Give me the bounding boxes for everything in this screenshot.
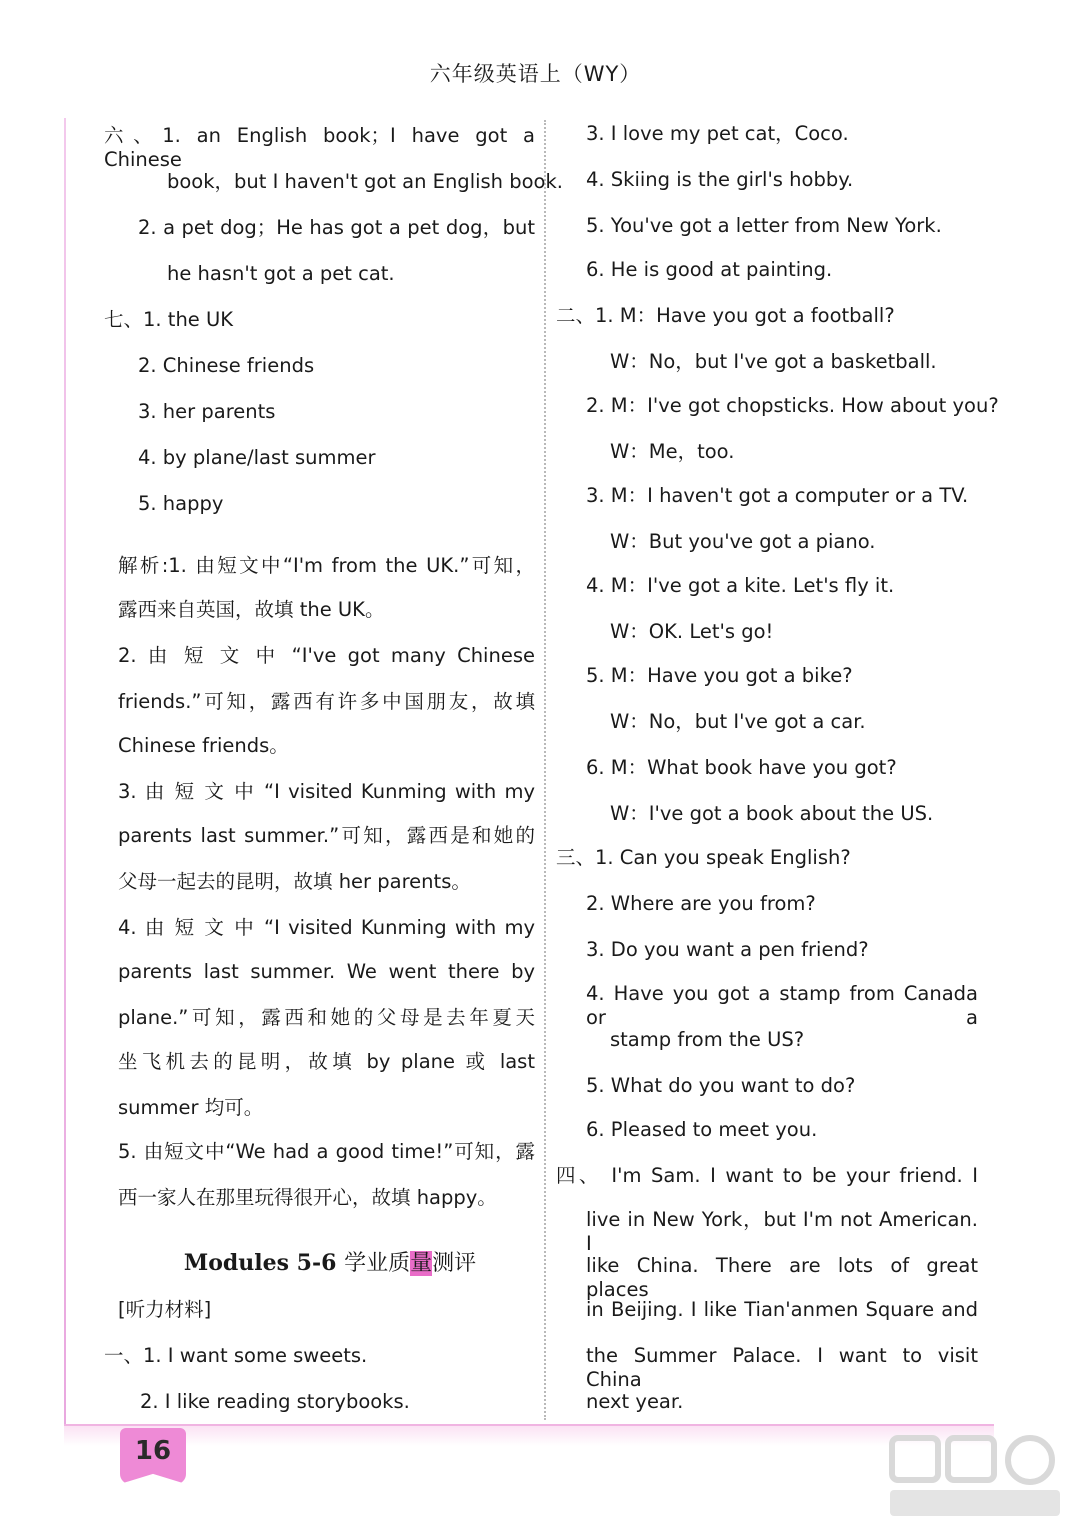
right-line: W：No，but I've got a car. (610, 710, 866, 733)
right-line: the Summer Palace. I want to visit China (586, 1344, 978, 1391)
left-line: 父母一起去的昆明，故填 her parents。 (118, 870, 471, 893)
page-header: 六年级英语上（WY） (429, 62, 642, 86)
right-line: W：I've got a book about the US. (610, 802, 934, 825)
right-line: 6. M：What book have you got? (586, 756, 897, 779)
right-line: 6. He is good at painting. (586, 258, 833, 281)
left-line: 3. her parents (138, 400, 276, 423)
section-title-cn-part: 学业质 (344, 1251, 411, 1276)
left-line: he hasn't got a pet cat. (167, 262, 395, 285)
right-line: like China. There are lots of great places (586, 1254, 978, 1301)
left-line: summer 均可。 (118, 1096, 264, 1119)
left-line: 露西来自英国，故填 the UK。 (118, 598, 385, 621)
right-line: 6. Pleased to meet you. (586, 1118, 818, 1141)
right-line: 二、1. M：Have you got a football? (556, 304, 895, 327)
right-line: W：But you've got a piano. (610, 530, 876, 553)
right-line: stamp from the US? (610, 1028, 805, 1051)
left-line: 解析:1. 由短文中“I'm from the UK.”可知， (118, 554, 535, 577)
left-line: book，but I haven't got an English book. (167, 170, 563, 193)
left-line: Chinese friends。 (118, 734, 289, 757)
right-line: 3. M：I haven't got a computer or a TV. (586, 484, 969, 507)
right-line: W：No，but I've got a basketball. (610, 350, 937, 373)
right-line: 4. M：I've got a kite. Let's fly it. (586, 574, 895, 597)
watermark-logo (880, 1430, 1070, 1530)
right-line: 5. What do you want to do? (586, 1074, 856, 1097)
left-line: 西一家人在那里玩得很开心，故填 happy。 (118, 1186, 497, 1209)
section-title-cn (344, 1251, 476, 1276)
left-margin-border (64, 118, 66, 1438)
right-line: 5. You've got a letter from New York. (586, 214, 942, 237)
left-bottom-line: 一、1. I want some sweets. (104, 1344, 368, 1367)
left-line: 4. by plane/last summer (138, 446, 376, 469)
right-line: 4. Skiing is the girl's hobby. (586, 168, 854, 191)
left-line: 六、1. an English book；I have got a Chinese (104, 124, 535, 171)
listening-label: [听力材料] (118, 1298, 212, 1321)
right-line: 四、 I'm Sam. I want to be your friend. I (556, 1164, 978, 1187)
left-line: friends.”可知，露西有许多中国朋友，故填 (118, 690, 535, 713)
column-divider (544, 120, 546, 1420)
right-line: live in New York，but I'm not American. I (586, 1208, 978, 1255)
left-line: parents last summer. We went there by (118, 960, 535, 983)
section-title-cn-part: 测评 (432, 1251, 477, 1276)
left-line: 2. 由 短 文 中 “I've got many Chinese (118, 644, 535, 667)
right-line: W：OK. Let's go! (610, 620, 774, 643)
right-line: 3. I love my pet cat，Coco. (586, 122, 849, 145)
right-line: 三、1. Can you speak English? (556, 846, 851, 869)
right-line: 2. Where are you from? (586, 892, 816, 915)
left-bottom-line: 2. I like reading storybooks. (140, 1390, 410, 1413)
left-line: 5. 由短文中“We had a good time!”可知，露 (118, 1140, 535, 1163)
page-number: 16 (134, 1436, 172, 1466)
left-line: 4. 由 短 文 中 “I visited Kunming with my (118, 916, 535, 939)
left-line: parents last summer.”可知，露西是和她的 (118, 824, 535, 847)
footer-band (64, 1424, 994, 1446)
left-line: 3. 由 短 文 中 “I visited Kunming with my (118, 780, 535, 803)
right-line: 2. M：I've got chopsticks. How about you? (586, 394, 999, 417)
left-line: 2. a pet dog；He has got a pet dog，but (138, 216, 535, 239)
section-title-highlight: 量 (410, 1251, 433, 1276)
right-line: next year. (586, 1390, 684, 1413)
section-title-en: Modules 5-6 (183, 1250, 337, 1276)
left-line: 坐飞机去的昆明，故填 by plane 或 last (118, 1050, 535, 1073)
right-line: 5. M：Have you got a bike? (586, 664, 853, 687)
section-title (120, 1246, 540, 1277)
right-line: in Beijing. I like Tian'anmen Square and (586, 1298, 978, 1321)
right-line: 4. Have you got a stamp from Canada or a (586, 982, 978, 1029)
right-line: W：Me，too. (610, 440, 735, 463)
left-line: 5. happy (138, 492, 224, 515)
left-line: 七、1. the UK (104, 308, 234, 331)
left-line: 2. Chinese friends (138, 354, 315, 377)
right-line: 3. Do you want a pen friend? (586, 938, 869, 961)
left-line: plane.”可知，露西和她的父母是去年夏天 (118, 1006, 535, 1029)
